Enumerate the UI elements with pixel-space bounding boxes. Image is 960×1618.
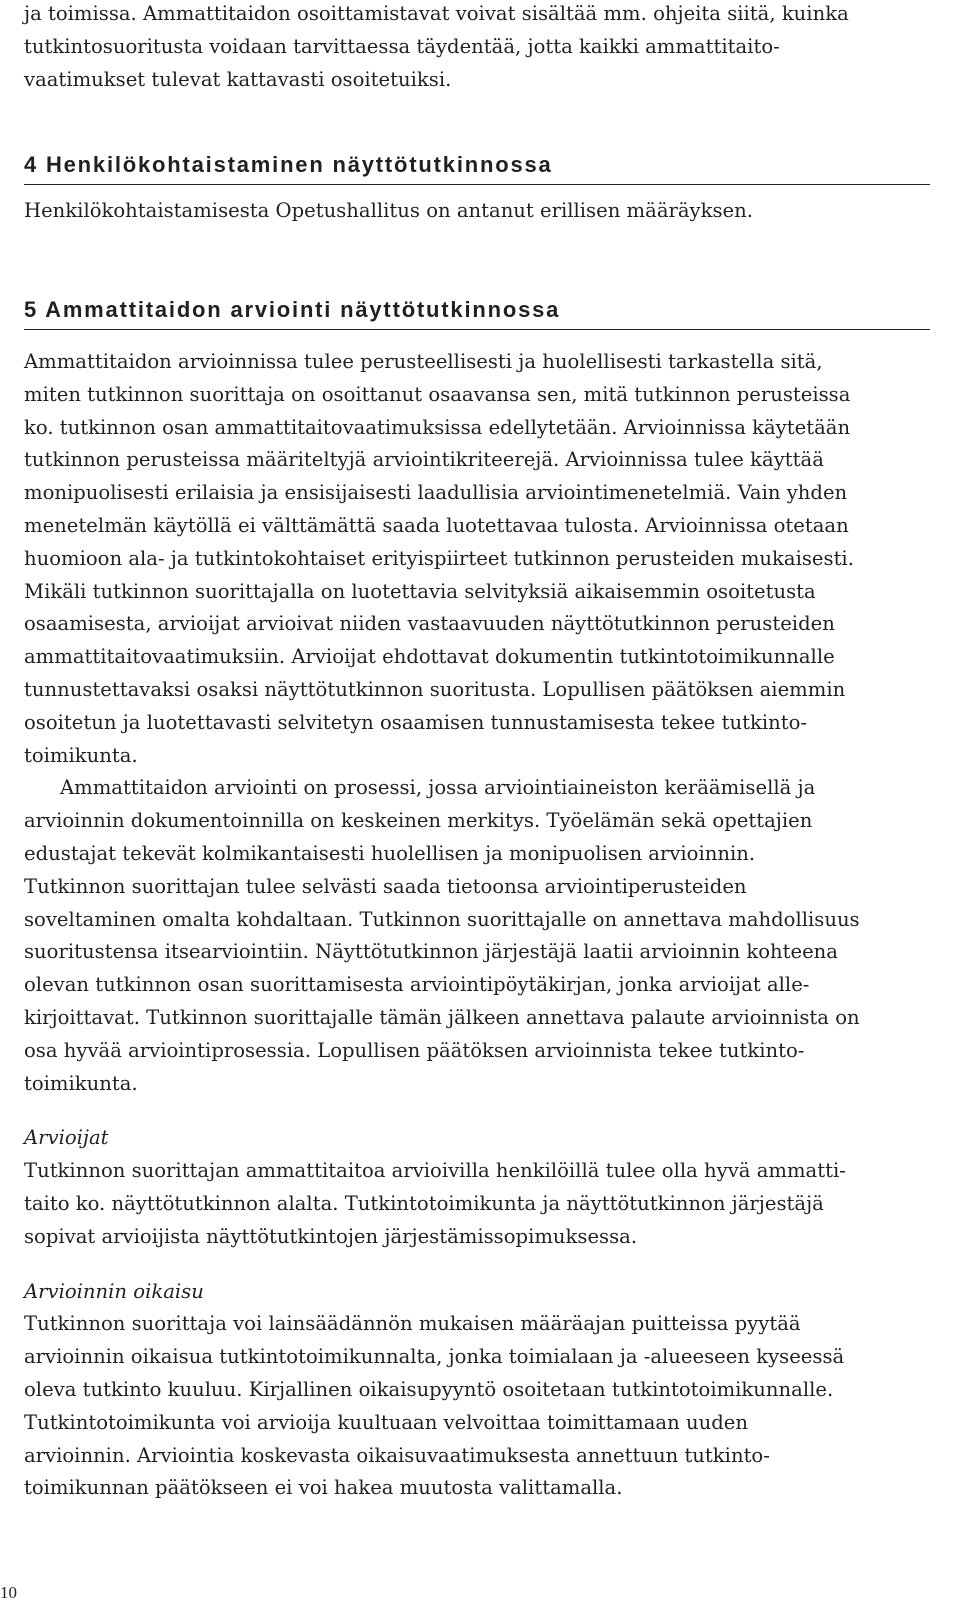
text-line: Henkilökohtaistamisesta Opetushallitus on antanut erillisen määräyksen. xyxy=(24,199,753,222)
text-line: arvioinnin dokumentoinnilla on keskeinen merkitys. Työelämän sekä opettajien xyxy=(24,809,813,833)
text-line: ja toimissa. Ammattitaidon osoittamistavat voivat sisältää mm. ohjeita siitä, kuinka xyxy=(24,2,849,25)
text-line: toimikunta. xyxy=(24,743,138,767)
section-5-paragraph-1 xyxy=(24,346,930,772)
arvioijat-heading: Arvioijat xyxy=(24,1126,109,1150)
text-line: Tutkintotoimikunta voi arvioija kuultuaan velvoittaa toimittamaan uuden xyxy=(24,1410,748,1434)
text-line: ammattitaitovaatimuksiin. Arvioijat ehdottavat dokumentin tutkintotoimikunnalle xyxy=(24,645,835,669)
text-line: taito ko. näyttötutkinnon alalta. Tutkintotoimikunta ja näyttötutkinnon järjestäjä xyxy=(24,1191,824,1215)
section-5 xyxy=(24,297,930,1505)
text-line: kirjoittavat. Tutkinnon suorittajalle tämän jälkeen annettava palaute arvioinnista on xyxy=(24,1005,860,1029)
text-line: Ammattitaidon arvioinnissa tulee perusteellisesti ja huolellisesti tarkastella sitä, xyxy=(24,350,823,373)
text-line: tutkinnon perusteissa määriteltyjä arviointikriteerejä. Arvioinnissa tulee käyttää xyxy=(24,448,824,472)
text-line: osa hyvää arviointiprosessia. Lopullisen päätöksen arvioinnista tekee tutkinto- xyxy=(24,1038,805,1062)
text-line: toimikunnan päätökseen ei voi hakea muutosta valittamalla. xyxy=(24,1476,623,1500)
text-line: arvioinnin oikaisua tutkintotoimikunnalta, jonka toimialaan ja -alueeseen kyseessä xyxy=(24,1345,845,1369)
text-line: monipuolisesti erilaisia ja ensisijaisesti laadullisia arviointimenetelmiä. Vain yhden xyxy=(24,481,848,505)
arvioijat-subsection xyxy=(24,1122,930,1253)
text-line: osaamisesta, arvioijat arvioivat niiden vastaavuuden näyttötutkinnon perusteiden xyxy=(24,612,835,636)
text-line: suoritustensa itsearviointiin. Näyttötutkinnon järjestäjä laatii arvioinnin kohteena xyxy=(24,940,838,964)
oikaisu-subsection xyxy=(24,1276,930,1506)
section-5-paragraph-2 xyxy=(24,772,930,1100)
text-line: menetelmän käytöllä ei välttämättä saada luotettavaa tulosta. Arvioinnissa otetaan xyxy=(24,513,849,537)
text-line: osoitetun ja luotettavasti selvitetyn osaamisen tunnustamisesta tekee tutkinto- xyxy=(24,710,808,734)
intro-paragraph xyxy=(24,0,849,96)
text-line: arvioinnin. Arviointia koskevasta oikaisuvaatimuksesta annettuun tutkinto- xyxy=(24,1443,770,1467)
section-4 xyxy=(24,152,930,228)
oikaisu-heading: Arvioinnin oikaisu xyxy=(24,1279,204,1303)
text-line: huomioon ala- ja tutkintokohtaiset erityispiirteet tutkinnon perusteiden mukaisesti. xyxy=(24,546,854,570)
text-line: ko. tutkinnon osan ammattitaitovaatimuksissa edellytetään. Arvioinnissa käytetään xyxy=(24,415,851,439)
page-number: 10 xyxy=(0,1583,17,1602)
text-line: soveltaminen omalta kohdaltaan. Tutkinnon suorittajalle on annettava mahdollisuus xyxy=(24,907,860,931)
text-line: edustajat tekevät kolmikantaisesti huolellisen ja monipuolisen arvioinnin. xyxy=(24,841,756,865)
text-line: Tutkinnon suorittajan tulee selvästi saada tietoonsa arviointiperusteiden xyxy=(24,874,747,898)
text-line: oleva tutkinto kuuluu. Kirjallinen oikaisupyyntö osoitetaan tutkintotoimikunnalle. xyxy=(24,1377,834,1401)
text-line: Mikäli tutkinnon suorittajalla on luotettavia selvityksiä aikaisemmin osoitetusta xyxy=(24,579,816,603)
text-line: miten tutkinnon suorittaja on osoittanut osaavansa sen, mitä tutkinnon perusteissa xyxy=(24,382,851,406)
text-line: Tutkinnon suorittajan ammattitaitoa arvioivilla henkilöillä tulee olla hyvä ammatti- xyxy=(24,1159,846,1183)
text-line: sopivat arvioijista näyttötutkintojen järjestämissopimuksessa. xyxy=(24,1224,638,1248)
text-line: Tutkinnon suorittaja voi lainsäädännön mukaisen määräajan puitteissa pyytää xyxy=(24,1312,801,1336)
text-line: tutkintosuoritusta voidaan tarvittaessa täydentää, jotta kaikki ammattitaito- xyxy=(24,34,780,58)
section-4-heading: 4 Henkilökohtaistaminen näyttötutkinnossa xyxy=(24,152,930,185)
text-line: toimikunta. xyxy=(24,1071,138,1095)
section-5-heading: 5 Ammattitaidon arviointi näyttötutkinnossa xyxy=(24,297,930,330)
text-line: olevan tutkinnon osan suorittamisesta arviointipöytäkirjan, jonka arvioijat alle- xyxy=(24,973,810,997)
text-line: Ammattitaidon arviointi on prosessi, jossa arviointiaineiston keräämisellä ja xyxy=(60,776,816,800)
text-line: tunnustettavaksi osaksi näyttötutkinnon suoritusta. Lopullisen päätöksen aiemmin xyxy=(24,677,846,701)
text-line: vaatimukset tulevat kattavasti osoitetuiksi. xyxy=(24,67,452,91)
